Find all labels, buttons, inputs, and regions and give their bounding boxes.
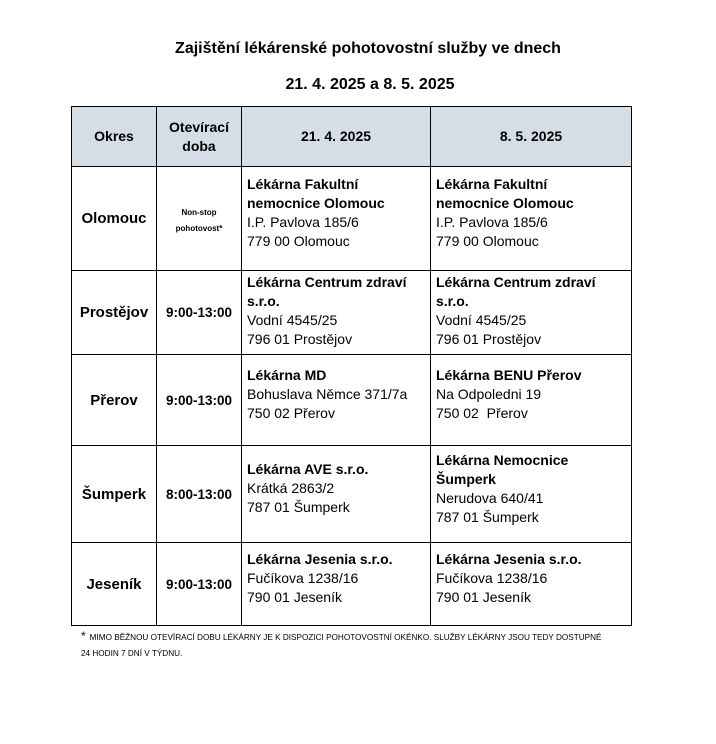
- pharmacy-street: Vodní 4545/25: [436, 312, 527, 328]
- pharmacy-street: Fučíkova 1238/16: [436, 570, 548, 586]
- okres-cell: Přerov: [72, 355, 157, 446]
- pharmacy-city: 790 01 Jeseník: [247, 589, 342, 605]
- pharmacy-city: 750 02 Přerov: [436, 405, 528, 421]
- pharmacy-city: 779 00 Olomouc: [247, 233, 350, 249]
- doba-cell: 9:00-13:00: [157, 543, 242, 626]
- pharmacy-cell-date1: [242, 446, 431, 543]
- pharmacy-name-cont: s.r.o.: [436, 293, 469, 309]
- pharmacy-city: 787 01 Šumperk: [436, 509, 539, 525]
- table-header-row: [72, 107, 632, 167]
- pharmacy-cell-date2: [431, 271, 632, 355]
- pharmacy-city: 796 01 Prostějov: [436, 331, 542, 347]
- pharmacy-street: Fučíkova 1238/16: [247, 570, 359, 586]
- pharmacy-city: 779 00 Olomouc: [436, 233, 539, 249]
- table-row-prerov: [72, 355, 632, 446]
- header-okres: Okres: [72, 107, 157, 167]
- doba-cell: 9:00-13:00: [157, 271, 242, 355]
- okres-cell: Olomouc: [72, 167, 157, 271]
- table-row-jesenik: [72, 543, 632, 626]
- pharmacy-name-cont: s.r.o.: [247, 293, 280, 309]
- pharmacy-street: Krátká 2863/2: [247, 480, 335, 496]
- pharmacy-street: Vodní 4545/25: [247, 312, 338, 328]
- header-doba-line1: Otevírací: [169, 118, 229, 135]
- pharmacy-city: 750 02 Přerov: [247, 405, 335, 421]
- table-row-prostejov: [72, 271, 632, 355]
- pharmacy-schedule-table: [71, 106, 632, 626]
- pharmacy-cell-date2: [431, 446, 632, 543]
- pharmacy-name: Lékárna Centrum zdraví: [247, 274, 407, 290]
- okres-cell: Jeseník: [72, 543, 157, 626]
- table-row-sumperk: [72, 446, 632, 543]
- pharmacy-cell-date2: [431, 167, 632, 271]
- pharmacy-cell-date1: [242, 167, 431, 271]
- pharmacy-cell-date1: [242, 355, 431, 446]
- pharmacy-city: 790 01 Jeseník: [436, 589, 531, 605]
- doba-cell: [157, 167, 242, 271]
- pharmacy-street: Nerudova 640/41: [436, 490, 544, 506]
- pharmacy-name-cont: Šumperk: [436, 471, 496, 487]
- doba-nonstop-line1: Non-stop: [181, 207, 217, 217]
- pharmacy-cell-date2: [431, 543, 632, 626]
- pharmacy-street: Bohuslava Němce 371/7a: [247, 386, 408, 402]
- header-doba-line2: doba: [182, 137, 216, 154]
- pharmacy-city: 787 01 Šumperk: [247, 499, 350, 515]
- pharmacy-name: Lékárna MD: [247, 367, 327, 383]
- pharmacy-street: I.P. Pavlova 185/6: [436, 214, 548, 230]
- doba-cell: 9:00-13:00: [157, 355, 242, 446]
- pharmacy-cell-date2: [431, 355, 632, 446]
- footnote-asterisk: *: [81, 629, 86, 643]
- pharmacy-street: I.P. Pavlova 185/6: [247, 214, 359, 230]
- pharmacy-name: Lékárna Jesenia s.r.o.: [436, 551, 582, 567]
- pharmacy-street: Na Odpoledni 19: [436, 386, 542, 402]
- pharmacy-name-cont: nemocnice Olomouc: [436, 195, 574, 211]
- pharmacy-name: Lékárna Fakultní: [247, 176, 359, 192]
- footnote-line1: MIMO BĚŽNOU OTEVÍRACÍ DOBU LÉKÁRNY JE K DISPOZICI POHOTOVOSTNÍ OKÉNKO. SLUŽBY LÉKÁRNY JSOU TEDY DOSTUPNÉ: [89, 633, 602, 642]
- document-title: Zajištění lékárenské pohotovostní služby ve dnech: [175, 40, 561, 57]
- document-dates: 21. 4. 2025 a 8. 5. 2025: [285, 76, 455, 93]
- okres-cell: Šumperk: [72, 446, 157, 543]
- pharmacy-name: Lékárna BENU Přerov: [436, 367, 582, 383]
- pharmacy-cell-date1: [242, 271, 431, 355]
- pharmacy-name: Lékárna Nemocnice: [436, 452, 569, 468]
- pharmacy-cell-date1: [242, 543, 431, 626]
- pharmacy-name: Lékárna AVE s.r.o.: [247, 461, 369, 477]
- table-row-olomouc: [72, 167, 632, 271]
- footnote-line2: 24 HODIN 7 DNÍ V TÝDNU.: [81, 649, 183, 658]
- header-oteviraci-doba: [157, 107, 242, 167]
- doba-nonstop-line2: pohotovost*: [175, 223, 223, 233]
- footnote: [81, 628, 641, 662]
- okres-cell: Prostějov: [72, 271, 157, 355]
- doba-cell: 8:00-13:00: [157, 446, 242, 543]
- pharmacy-name-cont: nemocnice Olomouc: [247, 195, 385, 211]
- pharmacy-name: Lékárna Jesenia s.r.o.: [247, 551, 393, 567]
- pharmacy-name: Lékárna Fakultní: [436, 176, 548, 192]
- header-date-1: 21. 4. 2025: [242, 107, 431, 167]
- header-date-2: 8. 5. 2025: [431, 107, 632, 167]
- pharmacy-name: Lékárna Centrum zdraví: [436, 274, 596, 290]
- pharmacy-city: 796 01 Prostějov: [247, 331, 353, 347]
